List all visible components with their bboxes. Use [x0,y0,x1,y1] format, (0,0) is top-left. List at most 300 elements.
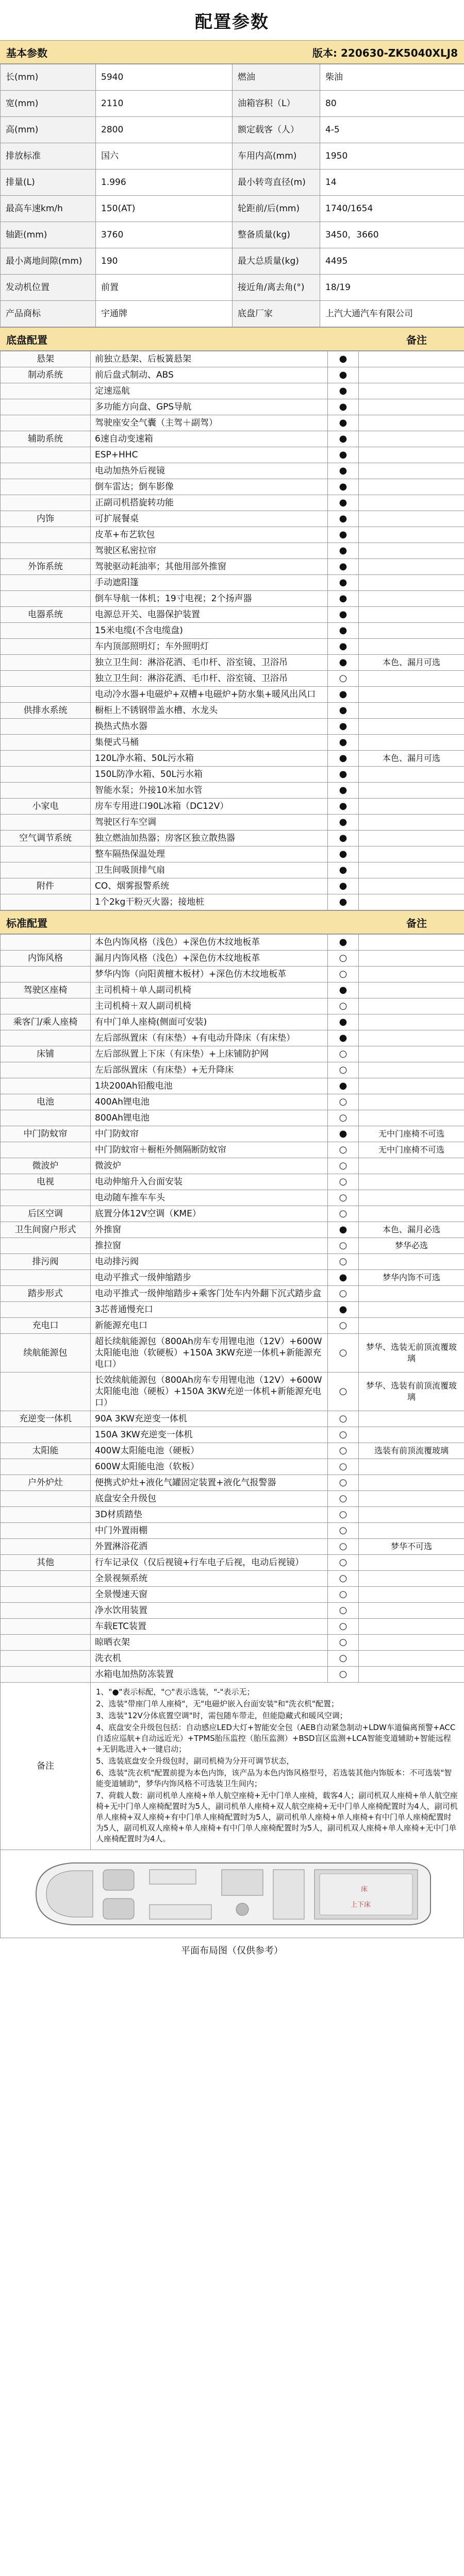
config-item: 左后部纵置床（有床垫）+有电动升降床（有床垫） [91,1030,328,1046]
config-note [359,1587,464,1603]
basic-row [1,117,464,143]
config-item: 橱柜上不锈钢带盖水槽、水龙头 [91,703,328,719]
config-row [1,1270,464,1286]
config-mark: ○ [328,1190,359,1206]
config-item: 驾驶区私密拉帘 [91,543,328,559]
config-category: 排污阀 [1,1254,91,1270]
config-row [1,1523,464,1539]
config-category [1,935,91,951]
chassis-config-table [0,351,464,910]
config-row [1,982,464,998]
param-value: 3450，3660 [320,222,464,248]
config-category: 其他 [1,1555,91,1571]
config-category [1,1030,91,1046]
config-mark: ● [328,1030,359,1046]
config-item: 手动遮阳篷 [91,575,328,591]
config-row [1,831,464,846]
config-item: 正副司机搭旋转功能 [91,495,328,511]
config-row [1,1539,464,1555]
config-note: 本色、漏月可选 [359,751,464,767]
config-note [359,1411,464,1427]
config-mark: ● [328,575,359,591]
config-note [359,878,464,894]
config-mark: ● [328,415,359,431]
version-label: 版本: 220630-ZK5040XLJ8 [312,46,458,59]
floorplan-label-bunk: 上下床 [351,1901,371,1909]
config-note [359,1571,464,1587]
config-mark: ● [328,703,359,719]
param-label: 最大总质量(kg) [233,248,320,275]
config-row [1,1014,464,1030]
config-mark: ● [328,383,359,399]
config-category [1,415,91,431]
config-note [359,623,464,639]
standard-note-label: 备注 [406,917,427,929]
config-row [1,1286,464,1302]
config-note [359,1046,464,1062]
config-note [359,447,464,463]
param-label: 整备质量(kg) [233,222,320,248]
config-mark: ○ [328,1158,359,1174]
config-category: 太阳能 [1,1443,91,1459]
config-mark: ○ [328,1372,359,1411]
config-mark: ● [328,639,359,655]
notes-row [1,1683,464,1850]
param-label: 宽(mm) [1,91,96,117]
config-category [1,967,91,982]
config-row [1,1222,464,1238]
config-item: 晾晒衣架 [91,1635,328,1651]
config-category [1,623,91,639]
config-note [359,543,464,559]
config-row [1,1046,464,1062]
config-row [1,951,464,967]
config-note [359,1174,464,1190]
floorplan-label-bed: 床 [361,1886,368,1893]
config-item: 驾驶区行车空调 [91,815,328,831]
param-value: 2110 [96,91,233,117]
param-label: 油箱容积（L） [233,91,320,117]
config-note [359,367,464,383]
config-row [1,878,464,894]
floorplan-drawing [0,1850,464,1938]
config-row [1,783,464,799]
config-item: 800Ah锂电池 [91,1110,328,1126]
param-value: 80 [320,91,464,117]
config-category: 续航能源包 [1,1334,91,1372]
config-mark: ○ [328,1539,359,1555]
param-value: 上汽大通汽车有限公司 [320,301,464,327]
config-row [1,719,464,735]
config-mark: ○ [328,1254,359,1270]
config-category [1,815,91,831]
config-item: 主司机椅＋单人副司机椅 [91,982,328,998]
note-line: 1、"●"表示标配，"○"表示选装，"-"表示无； [96,1687,255,1697]
config-item: 外推窗 [91,1222,328,1238]
config-category [1,1507,91,1523]
config-item: 长效续航能源包（800Ah房车专用锂电池（12V）+600W太阳能电池（硬板）+150A 3KW充逆一体机+新能源充电口） [91,1372,328,1411]
config-mark: ● [328,719,359,735]
config-category [1,671,91,687]
config-category [1,1062,91,1078]
config-mark: ○ [328,951,359,967]
config-category [1,447,91,463]
config-category: 充电口 [1,1318,91,1334]
config-note [359,671,464,687]
config-note [359,735,464,751]
config-mark: ○ [328,1667,359,1683]
config-item: 梦华内饰（向阳黄檀木板材）+深色仿木纹地板革 [91,967,328,982]
config-item: 左后部纵置上下床（有床垫）+上床铺防护网 [91,1046,328,1062]
config-note [359,935,464,951]
config-note [359,719,464,735]
param-value: 14 [320,170,464,196]
config-item: 3芯普通慢充口 [91,1302,328,1318]
config-note [359,399,464,415]
config-note [359,527,464,543]
config-note [359,703,464,719]
config-category [1,1110,91,1126]
config-mark: ● [328,591,359,607]
config-category [1,1603,91,1619]
config-row [1,846,464,862]
config-note [359,815,464,831]
config-category: 供排水系统 [1,703,91,719]
basic-params-table [0,64,464,327]
config-category: 床铺 [1,1046,91,1062]
config-category: 电器系统 [1,607,91,623]
config-mark: ○ [328,1523,359,1539]
config-row [1,447,464,463]
param-label: 长(mm) [1,64,96,91]
config-note [359,687,464,703]
config-category: 悬架 [1,351,91,367]
note-line: 5、选装底盘安全升级包时，副司机椅为分开可调节状态， [96,1756,294,1766]
param-value: 4-5 [320,117,464,143]
config-mark: ● [328,447,359,463]
config-note [359,383,464,399]
config-item: 中门防蚊帘 [91,1126,328,1142]
basic-row [1,301,464,327]
config-item: 电动平推式一级伸缩踏步 [91,1270,328,1286]
config-row [1,1334,464,1372]
config-item: 底置分体12V空调（KME） [91,1206,328,1222]
config-note [359,862,464,878]
config-note [359,967,464,982]
config-row [1,998,464,1014]
config-category [1,1491,91,1507]
config-category [1,894,91,910]
config-note: 本色、漏月必选 [359,1222,464,1238]
config-mark: ○ [328,1318,359,1334]
config-category [1,1142,91,1158]
config-row [1,1427,464,1443]
note-line: 2、选装"带座门单人座椅"，无"电磁炉嵌入台面安装"和"洗衣机"配置； [96,1699,339,1708]
config-mark: ● [328,1270,359,1286]
config-item: 400Ah锂电池 [91,1094,328,1110]
config-mark: ○ [328,1507,359,1523]
config-note [359,1254,464,1270]
config-item: 左后部纵置床（有床垫）+无升降床 [91,1062,328,1078]
config-category: 空气调节系统 [1,831,91,846]
config-mark: ● [328,607,359,623]
config-mark: ● [328,735,359,751]
config-row [1,1110,464,1126]
config-note: 本色、漏月可选 [359,655,464,671]
config-note [359,607,464,623]
standard-config-label: 标准配置 [6,917,47,929]
param-label: 底盘厂家 [233,301,320,327]
config-note [359,998,464,1014]
config-item: 净水饮用装置 [91,1603,328,1619]
config-item: 独立卫生间：淋浴花洒、毛巾杆、浴室镜、卫浴吊 [91,671,328,687]
config-mark: ● [328,846,359,862]
config-item: 全景视频系统 [91,1571,328,1587]
config-row [1,1619,464,1635]
config-category [1,479,91,495]
config-category [1,1372,91,1411]
param-value: 1740/1654 [320,196,464,222]
page-title: 配置参数 [195,11,269,32]
config-row [1,639,464,655]
config-row [1,967,464,982]
config-note [359,511,464,527]
basic-row [1,64,464,91]
config-item: 6速自动变速箱 [91,431,328,447]
config-category [1,1427,91,1443]
config-item: 1块200Ah铅酸电池 [91,1078,328,1094]
config-category [1,1667,91,1683]
config-category: 附件 [1,878,91,894]
config-item: 前后盘式制动、ABS [91,367,328,383]
param-value: 前置 [96,275,233,301]
config-item: 本色内饰风格（浅色）+深色仿木纹地板革 [91,935,328,951]
param-label: 燃油 [233,64,320,91]
config-note [359,783,464,799]
config-item: 微波炉 [91,1158,328,1174]
config-item: 智能水泵；外接10米加水管 [91,783,328,799]
config-note [359,415,464,431]
config-category: 微波炉 [1,1158,91,1174]
param-label: 车用内高(mm) [233,143,320,170]
config-row [1,1603,464,1619]
param-value: 1.996 [96,170,233,196]
config-mark: ○ [328,1286,359,1302]
config-category [1,1190,91,1206]
config-row [1,623,464,639]
config-item: 1个2kg干粉灭火器；接地桩 [91,894,328,910]
floorplan-svg [15,1855,449,1933]
config-category: 内饰风格 [1,951,91,967]
config-item: 电动冷水器+电磁炉+双槽+电磁炉+防水集+暖风出风口 [91,687,328,703]
config-category [1,846,91,862]
config-category [1,543,91,559]
config-mark: ● [328,687,359,703]
config-mark: ○ [328,1635,359,1651]
config-mark: ○ [328,1475,359,1491]
config-note [359,951,464,967]
param-value: 4495 [320,248,464,275]
config-row [1,735,464,751]
config-mark: ● [328,1126,359,1142]
config-row [1,1411,464,1427]
config-mark: ● [328,831,359,846]
config-item: 新能源充电口 [91,1318,328,1334]
config-row [1,1635,464,1651]
config-row [1,1443,464,1459]
config-category [1,767,91,783]
config-note [359,799,464,815]
config-row [1,1126,464,1142]
param-value: 150(AT) [96,196,233,222]
config-row [1,894,464,910]
config-category: 小家电 [1,799,91,815]
config-category [1,639,91,655]
config-mark: ○ [328,1651,359,1667]
config-note: 梦华必选 [359,1238,464,1254]
config-item: 定速巡航 [91,383,328,399]
note-line: 3、选装"12V分体底置空调"时，需包随车带走，但能隐藏式和暖风空调； [96,1711,347,1720]
config-note [359,1651,464,1667]
config-row [1,463,464,479]
config-row [1,862,464,878]
config-note [359,1667,464,1683]
config-category [1,527,91,543]
config-mark: ● [328,351,359,367]
config-category: 电视 [1,1174,91,1190]
config-item: 车载ETC装置 [91,1619,328,1635]
config-item: 120L净水箱、50L污水箱 [91,751,328,767]
config-category: 辅助系统 [1,431,91,447]
config-item: 600W太阳能电池（软板） [91,1459,328,1475]
config-category [1,1523,91,1539]
config-mark: ● [328,894,359,910]
config-note: 无中门座椅不可选 [359,1142,464,1158]
config-note [359,1302,464,1318]
config-mark: ● [328,367,359,383]
config-row [1,1094,464,1110]
config-mark: ○ [328,671,359,687]
config-item: 洗衣机 [91,1651,328,1667]
config-item: 行车记录仪（仅后视镜+行车电子后视，电动后视镜） [91,1555,328,1571]
config-mark: ○ [328,1443,359,1459]
config-row [1,799,464,815]
param-label: 轮距前/后(mm) [233,196,320,222]
config-category [1,383,91,399]
config-mark: ● [328,399,359,415]
param-label: 最小转弯直径(m) [233,170,320,196]
config-item: 主司机椅＋双人副司机椅 [91,998,328,1014]
param-label: 最小离地间隙(mm) [1,248,96,275]
config-item: 150A 3KW充逆变一体机 [91,1427,328,1443]
config-item: 超长续航能源包（800Ah房车专用锂电池（12V）+600W太阳能电池（软硬板）+150A 3KW充逆一体机+新能源充电口） [91,1334,328,1372]
config-item: 前独立悬架、后板簧悬架 [91,351,328,367]
param-value: 宇通牌 [96,301,233,327]
chassis-config-header [0,327,464,351]
config-mark: ● [328,1014,359,1030]
config-row [1,351,464,367]
config-item: ESP+HHC [91,447,328,463]
basic-row [1,248,464,275]
note-line: 4、底盘安全升级包包括：自动感应LED大灯+智能安全包（AEB自动紧急制动+LDW车道偏离预警+ACC自适应巡航+自动远近光）+TPMS胎压监控（胎压监测）+BSD盲区监测+LCA智能变道辅助+智能远程+无钥匙进入+一键启动； [96,1723,456,1754]
config-item: CO、烟雾报警系统 [91,878,328,894]
config-note [359,1094,464,1110]
config-item: 电动排污阀 [91,1254,328,1270]
config-mark: ● [328,511,359,527]
config-mark: ● [328,543,359,559]
config-category [1,495,91,511]
config-category: 驾驶区座椅 [1,982,91,998]
config-row [1,1142,464,1158]
config-item: 全景慢速天窗 [91,1587,328,1603]
config-item: 3D材质踏垫 [91,1507,328,1523]
basic-row [1,275,464,301]
standard-config-table [0,934,464,1850]
config-mark: ● [328,1078,359,1094]
config-item: 150L防净水箱、50L污水箱 [91,767,328,783]
config-item: 驾驶座安全气囊（主驾＋副驾） [91,415,328,431]
config-mark: ● [328,783,359,799]
config-mark: ○ [328,1619,359,1635]
config-category [1,1539,91,1555]
basic-params-header [0,40,464,64]
config-row [1,383,464,399]
config-note [359,479,464,495]
param-value: 5940 [96,64,233,91]
config-note [359,1475,464,1491]
config-note: 梦华、选装无前顶流覆玻璃 [359,1334,464,1372]
config-note [359,831,464,846]
config-row [1,495,464,511]
param-label: 额定载客（人） [233,117,320,143]
config-row [1,1158,464,1174]
config-mark: ● [328,623,359,639]
config-row [1,1507,464,1523]
config-category [1,1587,91,1603]
config-item: 可扩展餐桌 [91,511,328,527]
config-item: 外置淋浴花洒 [91,1539,328,1555]
config-row [1,479,464,495]
config-item: 房车专用进口90L冰箱（DC12V） [91,799,328,815]
param-value: 18/19 [320,275,464,301]
config-mark: ● [328,479,359,495]
param-value: 柴油 [320,64,464,91]
config-item: 皮革+布艺软包 [91,527,328,543]
config-row [1,935,464,951]
config-note [359,1014,464,1030]
config-row [1,591,464,607]
config-row [1,1372,464,1411]
config-item: 漏月内饰风格（浅色）+深色仿木纹地板革 [91,951,328,967]
config-mark: ○ [328,967,359,982]
param-label: 排放标准 [1,143,96,170]
config-category: 乘客门/乘人座椅 [1,1014,91,1030]
config-category: 制动系统 [1,367,91,383]
config-mark: ○ [328,1206,359,1222]
config-row [1,399,464,415]
param-value: 1950 [320,143,464,170]
config-category [1,783,91,799]
config-mark: ○ [328,1571,359,1587]
config-category: 内饰 [1,511,91,527]
config-row [1,1651,464,1667]
config-category [1,399,91,415]
config-mark: ● [328,1302,359,1318]
config-category [1,1238,91,1254]
config-mark: ● [328,751,359,767]
config-item: 90A 3KW充逆变一体机 [91,1411,328,1427]
chassis-config-label: 底盘配置 [6,333,47,346]
